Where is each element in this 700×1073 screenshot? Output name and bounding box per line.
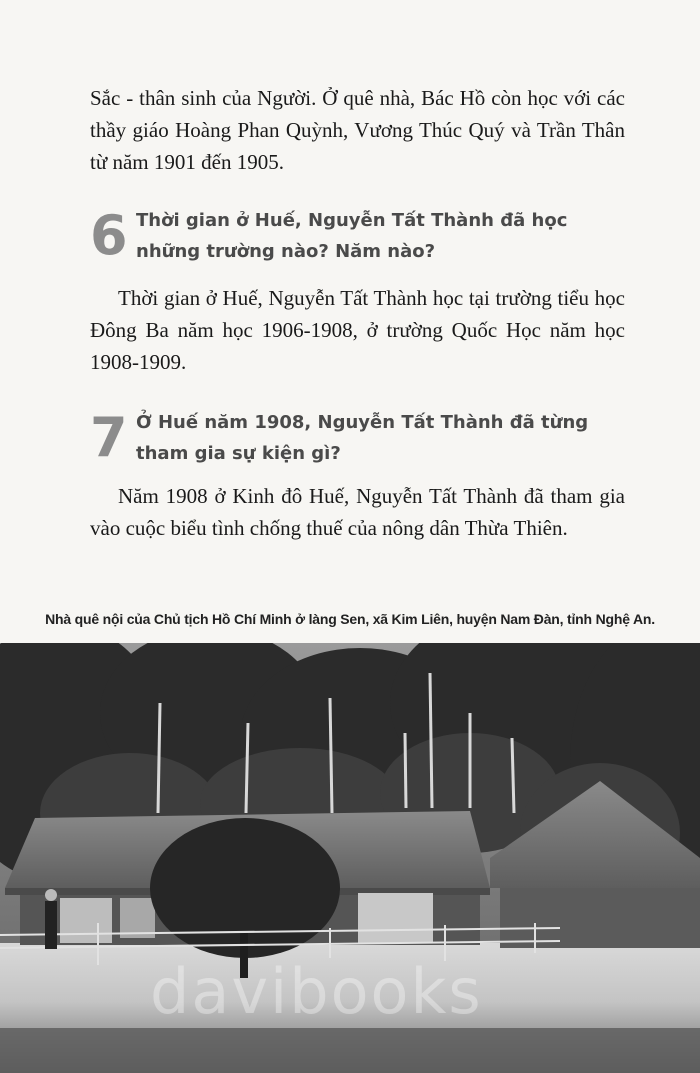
continued-paragraph: Sắc - thân sinh của Người. Ở quê nhà, Bác Hồ còn học với các thầy giáo Hoàng Phan Quỳnh, Vương Thúc Quý và Trần Thân từ năm 1901 đến 1905. — [90, 86, 625, 174]
question-number: 6 — [90, 204, 128, 267]
answer-6: Thời gian ở Huế, Nguyễn Tất Thành học tại trường tiểu học Đông Ba năm học 1906-1908, ở trường Quốc Học năm học 1908-1909. — [90, 286, 625, 374]
photo-caption: Nhà quê nội của Chủ tịch Hồ Chí Minh ở làng Sen, xã Kim Liên, huyện Nam Đàn, tỉnh Nghệ An. — [45, 611, 655, 627]
question-text: Ở Huế năm 1908, Nguyễn Tất Thành đã từng tham gia sự kiện gì? — [136, 412, 589, 464]
watermark: davibooks — [150, 955, 483, 1028]
question-6 — [90, 205, 630, 267]
answer-7: Năm 1908 ở Kinh đô Huế, Nguyễn Tất Thành đã tham gia vào cuộc biểu tình chống thuế của nông dân Thừa Thiên. — [90, 484, 625, 540]
question-7 — [90, 407, 630, 469]
question-number: 7 — [90, 406, 128, 469]
question-text: Thời gian ở Huế, Nguyễn Tất Thành đã học những trường nào? Năm nào? — [136, 210, 568, 262]
